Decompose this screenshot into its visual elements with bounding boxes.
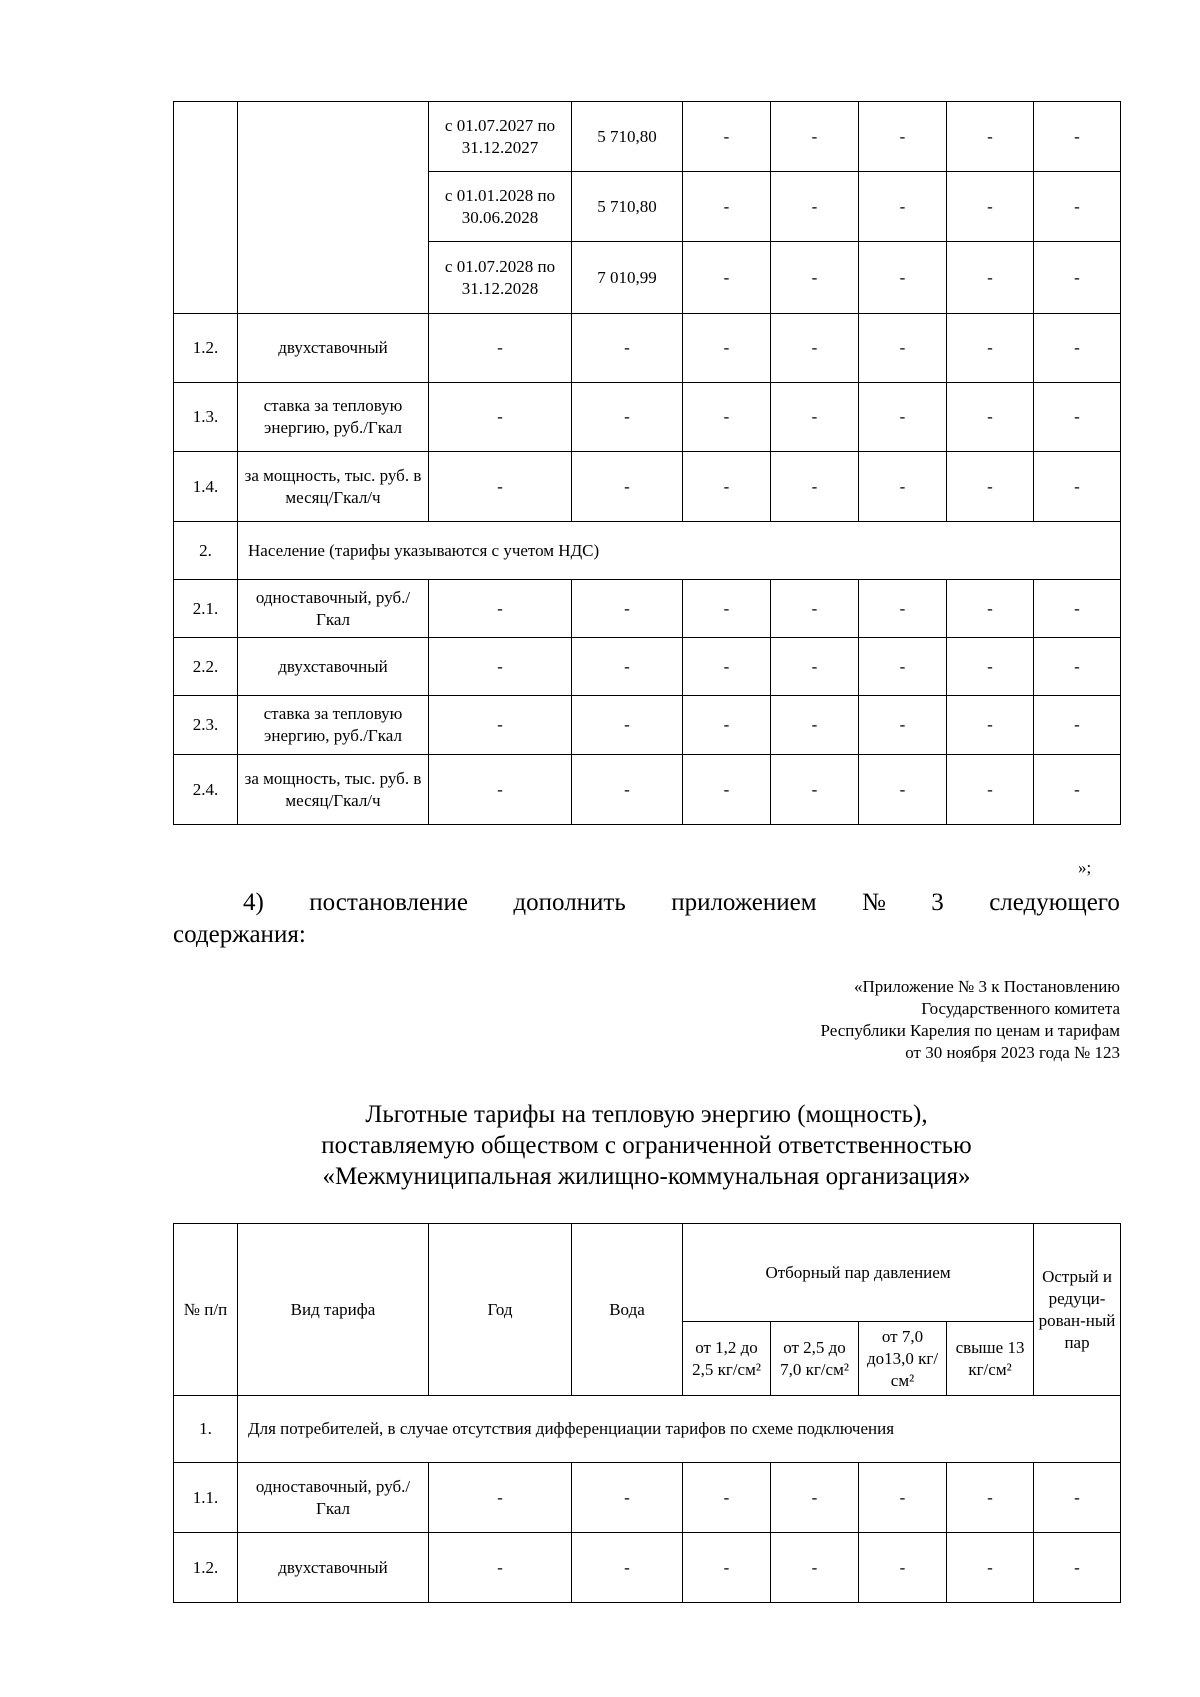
value-cell: -: [859, 452, 947, 522]
tariff-type: одноставочный, руб./Гкал: [238, 1463, 429, 1533]
value-cell: -: [429, 1463, 572, 1533]
value-cell: -: [947, 102, 1034, 172]
period-cell: с 01.07.2028 по 31.12.2028: [429, 242, 572, 314]
value-cell: -: [683, 102, 771, 172]
table-row: [174, 696, 1121, 755]
value-cell: -: [683, 1533, 771, 1603]
tariff-type: одноставочный, руб./Гкал: [238, 580, 429, 638]
value-cell: -: [859, 314, 947, 383]
value-cell: -: [683, 242, 771, 314]
value-cell: -: [947, 172, 1034, 242]
header-row: [174, 1224, 1121, 1322]
value-cell: -: [947, 580, 1034, 638]
title-line: поставляемую обществом с ограниченной ответственностью: [321, 1132, 972, 1159]
section-title: Для потребителей, в случае отсутствия дифференциации тарифов по схеме подключения: [238, 1396, 1121, 1463]
value-cell: -: [683, 755, 771, 825]
value-cell: -: [859, 102, 947, 172]
row-number: 1.2.: [174, 314, 238, 383]
paragraph-word: 3: [931, 889, 944, 916]
value-cell: -: [572, 580, 683, 638]
table-row: [174, 1463, 1121, 1533]
value-cell: -: [771, 383, 859, 452]
value-cell: -: [947, 1463, 1034, 1533]
value-cell: -: [859, 755, 947, 825]
period-cell: с 01.07.2027 по 31.12.2027: [429, 102, 572, 172]
section-row: [174, 522, 1121, 580]
header-num: № п/п: [174, 1224, 238, 1396]
paragraph-word: следующего: [989, 889, 1120, 916]
value-cell: -: [683, 452, 771, 522]
paragraph-word: постановление: [309, 889, 468, 916]
value-cell: -: [1034, 242, 1121, 314]
paragraph-word: приложением: [671, 889, 817, 916]
value-cell: -: [429, 452, 572, 522]
paragraph-word: дополнить: [513, 889, 626, 916]
row-number: 2.: [174, 522, 238, 580]
paragraph-word: №: [861, 889, 886, 916]
value-cell: -: [771, 102, 859, 172]
value-cell: -: [947, 1533, 1034, 1603]
value-cell: -: [771, 1533, 859, 1603]
row-number: 2.1.: [174, 580, 238, 638]
appendix-line: от 30 ноября 2023 года № 123: [905, 1043, 1120, 1062]
value-cell: -: [1034, 1463, 1121, 1533]
amendment-paragraph: [173, 887, 1120, 951]
table-row: [174, 452, 1121, 522]
value-cell: -: [572, 452, 683, 522]
value-cell: -: [771, 314, 859, 383]
value-cell: -: [859, 580, 947, 638]
tariff-type: ставка за тепловую энергию, руб./Гкал: [238, 696, 429, 755]
value-cell: -: [771, 172, 859, 242]
value-cell: -: [1034, 696, 1121, 755]
table-row: [174, 1533, 1121, 1603]
value-cell: -: [1034, 383, 1121, 452]
value-cell: -: [572, 1463, 683, 1533]
appendix-line: Государственного комитета: [921, 999, 1120, 1018]
value-cell: -: [683, 172, 771, 242]
table-row: [174, 638, 1121, 696]
value-cell: -: [683, 383, 771, 452]
value-cell: -: [429, 696, 572, 755]
value-cell: -: [683, 580, 771, 638]
section-title: Население (тарифы указываются с учетом НДС): [238, 522, 1121, 580]
value-cell: -: [429, 580, 572, 638]
value-cell: -: [1034, 638, 1121, 696]
row-number: 1.: [174, 1396, 238, 1463]
empty-type-cell: [238, 102, 429, 314]
table-row: [174, 102, 1121, 172]
value-cell: -: [1034, 102, 1121, 172]
row-number: 1.3.: [174, 383, 238, 452]
value-cell: -: [1034, 755, 1121, 825]
row-number: 1.4.: [174, 452, 238, 522]
value-cell: -: [1034, 314, 1121, 383]
paragraph-word: 4): [243, 889, 264, 916]
row-number: 1.1.: [174, 1463, 238, 1533]
value-cell: -: [683, 314, 771, 383]
water-cell: 5 710,80: [572, 172, 683, 242]
value-cell: -: [429, 755, 572, 825]
closing-quote: »;: [1078, 858, 1092, 877]
value-cell: -: [572, 755, 683, 825]
document-title: [173, 1099, 1120, 1192]
value-cell: -: [683, 1463, 771, 1533]
value-cell: -: [1034, 172, 1121, 242]
value-cell: -: [947, 452, 1034, 522]
value-cell: -: [859, 242, 947, 314]
value-cell: -: [859, 696, 947, 755]
row-number: 1.2.: [174, 1533, 238, 1603]
row-number: 2.3.: [174, 696, 238, 755]
tariff-type: двухставочный: [238, 1533, 429, 1603]
value-cell: -: [859, 383, 947, 452]
value-cell: -: [859, 1533, 947, 1603]
title-line: «Межмуниципальная жилищно-коммунальная организация»: [322, 1163, 971, 1190]
value-cell: -: [771, 696, 859, 755]
header-pressure: от 2,5 до 7,0 кг/см²: [771, 1322, 859, 1396]
value-cell: -: [572, 383, 683, 452]
appendix-line: «Приложение № 3 к Постановлению: [854, 977, 1120, 996]
table-row: [174, 383, 1121, 452]
tariff-type: ставка за тепловую энергию, руб./Гкал: [238, 383, 429, 452]
value-cell: -: [859, 638, 947, 696]
title-line: Льготные тарифы на тепловую энергию (мощность),: [365, 1101, 928, 1128]
header-sharp-steam: Острый и редуци-рован-ный пар: [1034, 1224, 1121, 1396]
tariff-type: за мощность, тыс. руб. в месяц/Гкал/ч: [238, 452, 429, 522]
value-cell: -: [947, 696, 1034, 755]
water-cell: 5 710,80: [572, 102, 683, 172]
value-cell: -: [429, 314, 572, 383]
section-row: [174, 1396, 1121, 1463]
value-cell: -: [859, 1463, 947, 1533]
value-cell: -: [683, 638, 771, 696]
appendix-line: Республики Карелия по ценам и тарифам: [820, 1021, 1120, 1040]
value-cell: -: [1034, 452, 1121, 522]
value-cell: -: [771, 452, 859, 522]
header-year: Год: [429, 1224, 572, 1396]
header-pressure: свыше 13 кг/см²: [947, 1322, 1034, 1396]
value-cell: -: [771, 1463, 859, 1533]
value-cell: -: [947, 638, 1034, 696]
value-cell: -: [572, 1533, 683, 1603]
tariff-type: двухставочный: [238, 638, 429, 696]
appendix-header: [620, 976, 1120, 1064]
tariff-type: двухставочный: [238, 314, 429, 383]
value-cell: -: [771, 638, 859, 696]
value-cell: -: [947, 383, 1034, 452]
value-cell: -: [572, 314, 683, 383]
table-row: [174, 314, 1121, 383]
period-cell: с 01.01.2028 по 30.06.2028: [429, 172, 572, 242]
value-cell: -: [771, 242, 859, 314]
value-cell: -: [947, 755, 1034, 825]
header-pressure: от 1,2 до 2,5 кг/см²: [683, 1322, 771, 1396]
value-cell: -: [429, 638, 572, 696]
table-row: [174, 755, 1121, 825]
tariff-type: за мощность, тыс. руб. в месяц/Гкал/ч: [238, 755, 429, 825]
empty-num-cell: [174, 102, 238, 314]
header-pressure: от 7,0 до13,0 кг/см²: [859, 1322, 947, 1396]
row-number: 2.2.: [174, 638, 238, 696]
value-cell: -: [429, 383, 572, 452]
value-cell: -: [947, 314, 1034, 383]
value-cell: -: [1034, 1533, 1121, 1603]
paragraph-line-2: содержания:: [173, 921, 306, 948]
header-water: Вода: [572, 1224, 683, 1396]
tariff-table: [173, 1223, 1121, 1603]
paragraph-line-1: [173, 887, 1120, 919]
value-cell: -: [683, 696, 771, 755]
value-cell: -: [1034, 580, 1121, 638]
value-cell: -: [429, 1533, 572, 1603]
value-cell: -: [771, 755, 859, 825]
water-cell: 7 010,99: [572, 242, 683, 314]
tariff-table-continued: [173, 101, 1121, 825]
value-cell: -: [572, 696, 683, 755]
value-cell: -: [572, 638, 683, 696]
header-steam: Отборный пар давлением: [683, 1224, 1034, 1322]
row-number: 2.4.: [174, 755, 238, 825]
table-row: [174, 580, 1121, 638]
value-cell: -: [859, 172, 947, 242]
header-tariff-type: Вид тарифа: [238, 1224, 429, 1396]
value-cell: -: [771, 580, 859, 638]
value-cell: -: [947, 242, 1034, 314]
